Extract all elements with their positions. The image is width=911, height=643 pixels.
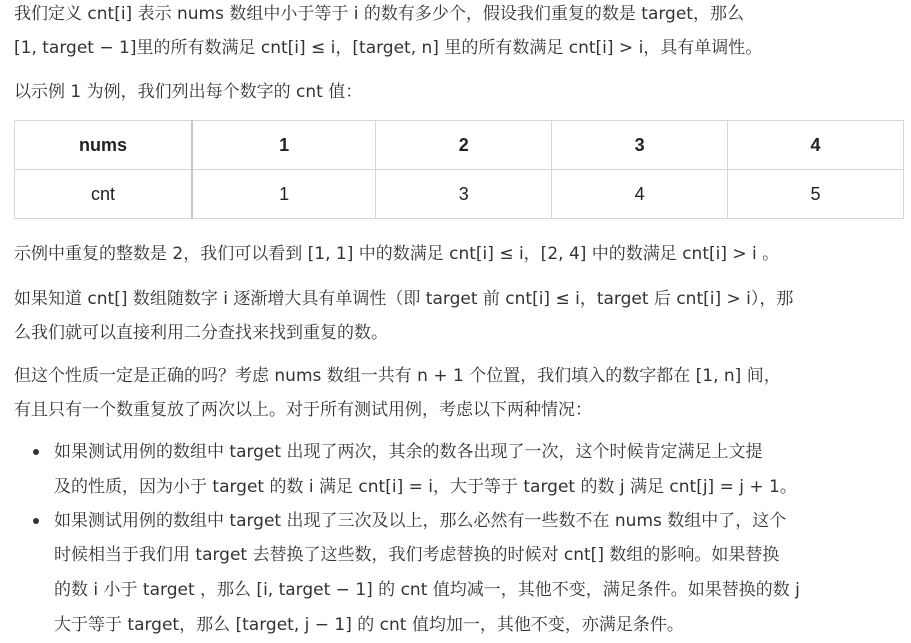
text-line: 及的性质，因为小于 target 的数 i 满足 cnt[i] = i，大于等于 target 的数 j 满足 cnt[j] = j + 1。 [54,477,797,497]
table-cell: cnt [15,170,193,219]
text-line: 么我们就可以直接利用二分查找来找到重复的数。 [14,323,388,343]
table-cell: 4 [552,170,728,219]
table-row [15,170,904,219]
table-header-row [15,121,904,170]
table-header-cell: 4 [728,121,904,170]
bullet-icon [33,518,39,524]
text-line: 我们定义 cnt[i] 表示 nums 数组中小于等于 i 的数有多少个，假设我们重复的数是 target，那么 [14,4,744,24]
text-line: 如果测试用例的数组中 target 出现了两次，其余的数各出现了一次，这个时候肯定满足上文提 [54,442,763,462]
text-line: 时候相当于我们用 target 去替换了这些数，我们考虑替换的时候对 cnt[] 数组的影响。如果替换 [54,545,780,565]
table-header-cell: 3 [552,121,728,170]
bullet-icon [33,449,39,455]
text-line: 如果测试用例的数组中 target 出现了三次及以上，那么必然有一些数不在 nums 数组中了，这个 [54,511,787,531]
example-conclusion: 示例中重复的整数是 2，我们可以看到 [1, 1] 中的数满足 cnt[i] ≤ i，[2, 4] 中的数满足 cnt[i] > i 。 [14,244,780,264]
table-header-cell: 1 [192,121,376,170]
text-line: 有且只有一个数重复放了两次以上。对于所有测试用例，考虑以下两种情况： [14,400,592,420]
text-line: 的数 i 小于 target ，那么 [i, target − 1] 的 cnt 值均减一，其他不变，满足条件。如果替换的数 j [54,580,800,600]
table-header-cell: nums [15,121,193,170]
table-cell: 5 [728,170,904,219]
text-line: 如果知道 cnt[] 数组随数字 i 逐渐增大具有单调性（即 target 前 cnt[i] ≤ i，target 后 cnt[i] > i），那 [14,289,794,309]
table-cell: 3 [376,170,552,219]
text-line: 大于等于 target，那么 [target, j − 1] 的 cnt 值均加一，其他不变，亦满足条件。 [54,615,684,635]
table-header-cell: 2 [376,121,552,170]
text-line: [1, target − 1]里的所有数满足 cnt[i] ≤ i，[target, n] 里的所有数满足 cnt[i] > i，具有单调性。 [14,38,763,58]
text-line: 但这个性质一定是正确的吗？考虑 nums 数组一共有 n + 1 个位置，我们填入的数字都在 [1, n] 间， [14,366,781,386]
cnt-table [14,120,904,219]
example-intro: 以示例 1 为例，我们列出每个数字的 cnt 值： [14,82,363,102]
table-cell: 1 [192,170,376,219]
